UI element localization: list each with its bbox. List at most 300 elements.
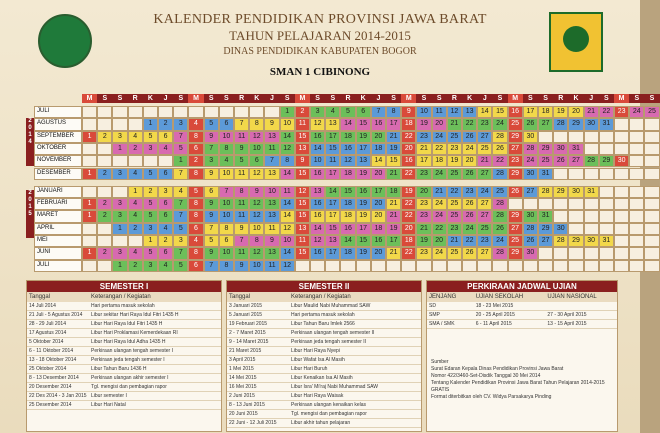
day-header: J [584, 94, 599, 103]
day-cell: 5 [143, 198, 158, 210]
day-cell: 12 [280, 143, 295, 155]
day-cell: 12 [249, 131, 264, 143]
day-cell: 25 [508, 235, 523, 247]
day-cell: 14 [280, 210, 295, 222]
month-label: SEPTEMBER [34, 131, 82, 143]
day-cell: 29 [599, 155, 614, 167]
table-cell: 25 Oktober 2014 [29, 366, 67, 372]
day-cell: 1 [128, 186, 143, 198]
day-cell: 27 [538, 118, 553, 130]
day-cell: 18 [340, 131, 355, 143]
day-cell: 1 [143, 118, 158, 130]
day-cell: 7 [173, 210, 188, 222]
day-cell: 10 [249, 260, 264, 272]
day-cell: 17 [325, 198, 340, 210]
table-cell: Tgl. mengisi dan pembagian rapor [291, 411, 367, 417]
day-cell: 8 [219, 260, 234, 272]
day-cell [568, 247, 583, 259]
day-cell: 22 [462, 235, 477, 247]
day-cell: 10 [280, 235, 295, 247]
semester2-header: Tanggal Keterangan / Kegiatan [227, 292, 421, 302]
day-cell: 17 [523, 106, 538, 118]
day-cell: 10 [249, 143, 264, 155]
day-cell: 17 [386, 235, 401, 247]
day-cell: 18 [340, 198, 355, 210]
table-row [27, 338, 221, 347]
day-cell: 15 [492, 106, 507, 118]
day-cell: 22 [492, 155, 507, 167]
table-row [227, 401, 421, 410]
day-cell: 16 [508, 106, 523, 118]
table-cell: SMP [429, 312, 440, 318]
day-cell: 13 [462, 106, 477, 118]
table-cell: 21 Juli - 5 Agustus 2014 [29, 312, 83, 318]
day-cell: 21 [432, 186, 447, 198]
day-cell: 24 [492, 235, 507, 247]
page-subtitle: TAHUN PELAJARAN 2014-2015 [229, 28, 411, 43]
day-cell: 15 [295, 168, 310, 180]
day-header: S [280, 94, 295, 103]
day-cell: 12 [310, 118, 325, 130]
table-row [227, 311, 421, 320]
day-cell: 3 [143, 143, 158, 155]
day-cell [249, 106, 264, 118]
day-cell: 26 [462, 131, 477, 143]
day-cell: 24 [477, 186, 492, 198]
day-cell: 8 [249, 118, 264, 130]
day-cell [188, 106, 203, 118]
day-cell: 4 [219, 155, 234, 167]
day-cell: 10 [249, 223, 264, 235]
day-cell [82, 235, 97, 247]
day-cell: 4 [158, 143, 173, 155]
day-cell: 14 [310, 223, 325, 235]
month-label: MARET [34, 210, 82, 222]
day-cell: 13 [325, 118, 340, 130]
day-cell [371, 260, 386, 272]
day-cell [553, 247, 568, 259]
day-cell [340, 260, 355, 272]
day-cell: 3 [112, 168, 127, 180]
day-cell: 18 [340, 168, 355, 180]
day-cell [82, 155, 97, 167]
table-row [27, 401, 221, 410]
table-cell: Libur sekitar Hari Raya Idul Fitri 1435 H [91, 312, 179, 318]
day-cell [234, 106, 249, 118]
day-header: S [432, 94, 447, 103]
table-cell: 20 - 25 April 2015 [475, 312, 515, 318]
day-cell: 8 [188, 168, 203, 180]
day-header: S [629, 94, 644, 103]
year-label: 2 0 1 4 [26, 118, 34, 166]
table-cell [545, 302, 617, 310]
day-cell: 3 [173, 235, 188, 247]
day-cell: 8 [188, 131, 203, 143]
day-cell [143, 106, 158, 118]
day-cell: 6 [249, 155, 264, 167]
day-cell: 18 [371, 223, 386, 235]
table-row [227, 329, 421, 338]
day-cell: 18 [432, 155, 447, 167]
table-cell: Hari pertama masuk sekolah [291, 312, 355, 318]
day-cell [553, 260, 568, 272]
day-cell: 14 [280, 168, 295, 180]
day-cell: 12 [249, 168, 264, 180]
table-row [227, 365, 421, 374]
day-cell: 23 [462, 186, 477, 198]
day-cell [644, 118, 659, 130]
day-cell [219, 106, 234, 118]
day-cell: 24 [432, 210, 447, 222]
table-row [27, 311, 221, 320]
day-cell: 19 [356, 247, 371, 259]
day-cell: 25 [447, 210, 462, 222]
day-cell: 15 [325, 143, 340, 155]
day-cell: 12 [249, 247, 264, 259]
day-cell [568, 223, 583, 235]
day-cell: 15 [325, 223, 340, 235]
day-cell: 3 [143, 223, 158, 235]
table-cell: Libur akhir tahun pelajaran [291, 420, 351, 426]
day-cell: 11 [234, 131, 249, 143]
day-cell: 5 [340, 106, 355, 118]
day-cell: 15 [340, 186, 355, 198]
day-cell [568, 260, 583, 272]
day-cell [82, 260, 97, 272]
table-row [227, 374, 421, 383]
day-cell: 27 [568, 155, 583, 167]
day-cell [584, 210, 599, 222]
day-cell: 8 [219, 143, 234, 155]
day-header: S [538, 94, 553, 103]
day-cell: 13 [264, 198, 279, 210]
exam-table [426, 280, 618, 432]
day-cell: 8 [234, 186, 249, 198]
day-cell [97, 235, 112, 247]
day-cell [112, 118, 127, 130]
day-cell: 27 [508, 223, 523, 235]
day-cell: 10 [416, 106, 431, 118]
table-row [427, 320, 617, 329]
day-cell: 14 [371, 155, 386, 167]
table-row [227, 419, 421, 428]
day-cell: 18 [401, 118, 416, 130]
day-cell: 6 [158, 210, 173, 222]
exam-note: GRATIS [431, 387, 450, 393]
table-cell: Tgl. mengisi dan pembagian rapor [91, 384, 167, 390]
day-cell: 11 [264, 223, 279, 235]
day-cell: 23 [447, 143, 462, 155]
day-cell: 19 [416, 235, 431, 247]
day-cell: 5 [234, 155, 249, 167]
day-cell: 16 [356, 186, 371, 198]
header [0, 0, 640, 80]
day-cell [599, 223, 614, 235]
day-cell: 15 [295, 210, 310, 222]
day-cell: 7 [234, 235, 249, 247]
month-label: DESEMBER [34, 168, 82, 180]
day-cell: 5 [173, 260, 188, 272]
day-cell [386, 260, 401, 272]
day-cell: 9 [264, 235, 279, 247]
day-cell: 21 [386, 131, 401, 143]
table-cell: 1 Mei 2015 [229, 366, 254, 372]
day-cell: 16 [340, 223, 355, 235]
day-cell [97, 155, 112, 167]
day-cell [128, 235, 143, 247]
table-cell: 20 Desember 2014 [29, 384, 72, 390]
day-cell: 7 [234, 118, 249, 130]
day-cell: 23 [477, 235, 492, 247]
day-header: S [219, 94, 234, 103]
day-cell: 26 [462, 198, 477, 210]
day-cell: 12 [447, 106, 462, 118]
day-cell: 1 [112, 143, 127, 155]
day-cell: 21 [386, 247, 401, 259]
day-cell: 26 [492, 223, 507, 235]
day-cell [599, 131, 614, 143]
day-cell: 19 [416, 118, 431, 130]
table-cell: 9 - 14 Maret 2015 [229, 339, 269, 345]
day-cell: 26 [462, 210, 477, 222]
day-cell [568, 198, 583, 210]
day-header: S [325, 94, 340, 103]
day-cell: 30 [614, 155, 629, 167]
day-cell: 6 [356, 106, 371, 118]
day-cell: 21 [386, 198, 401, 210]
day-cell [508, 198, 523, 210]
day-cell: 22 [599, 106, 614, 118]
day-cell: 28 [492, 131, 507, 143]
table-cell: 27 - 30 April 2015 [547, 312, 587, 318]
day-cell [523, 198, 538, 210]
semester1-header: Tanggal Keterangan / Kegiatan [27, 292, 221, 302]
day-cell: 23 [416, 247, 431, 259]
day-cell [584, 168, 599, 180]
day-cell: 9 [234, 260, 249, 272]
day-cell [584, 223, 599, 235]
day-cell: 1 [82, 210, 97, 222]
day-cell: 9 [204, 131, 219, 143]
day-cell: 28 [523, 143, 538, 155]
day-cell [584, 198, 599, 210]
day-cell: 18 [386, 186, 401, 198]
day-cell: 18 [538, 106, 553, 118]
day-cell: 22 [401, 210, 416, 222]
day-cell: 5 [204, 235, 219, 247]
day-cell: 4 [188, 235, 203, 247]
day-cell: 16 [401, 155, 416, 167]
day-cell: 18 [371, 143, 386, 155]
day-cell: 13 [264, 247, 279, 259]
day-cell: 26 [462, 247, 477, 259]
day-cell: 9 [234, 143, 249, 155]
table-cell: Libur Kenaikan Isa Al Masih [291, 375, 353, 381]
day-cell [568, 210, 583, 222]
table-row [227, 392, 421, 401]
day-cell [128, 155, 143, 167]
day-cell: 2 [97, 131, 112, 143]
day-cell: 27 [477, 247, 492, 259]
day-cell: 27 [538, 235, 553, 247]
day-cell [538, 247, 553, 259]
day-cell: 7 [204, 143, 219, 155]
day-cell [82, 223, 97, 235]
day-cell: 4 [188, 118, 203, 130]
day-cell: 24 [432, 198, 447, 210]
month-label: FEBRUARI [34, 198, 82, 210]
exam-title: PERKIRAAN JADWAL UJIAN [427, 281, 617, 292]
day-cell: 28 [553, 118, 568, 130]
day-cell: 13 [310, 186, 325, 198]
day-cell: 12 [340, 155, 355, 167]
day-cell: 11 [280, 186, 295, 198]
day-cell [356, 260, 371, 272]
day-cell [614, 186, 629, 198]
day-cell: 26 [523, 235, 538, 247]
day-cell [447, 260, 462, 272]
day-cell: 29 [568, 118, 583, 130]
day-cell: 11 [264, 260, 279, 272]
day-cell: 19 [356, 131, 371, 143]
day-cell: 9 [249, 186, 264, 198]
day-header: S [310, 94, 325, 103]
day-header: K [462, 94, 477, 103]
day-cell: 2 [128, 143, 143, 155]
day-cell: 28 [492, 247, 507, 259]
day-cell [644, 131, 659, 143]
day-cell: 17 [371, 186, 386, 198]
table-cell: Libur Hari Raya Waisak [291, 393, 344, 399]
day-cell: 12 [310, 235, 325, 247]
day-cell [629, 131, 644, 143]
day-cell: 30 [584, 235, 599, 247]
day-cell [204, 106, 219, 118]
day-cell: 15 [295, 131, 310, 143]
day-cell: 1 [82, 131, 97, 143]
day-cell: 8 [249, 235, 264, 247]
day-cell: 31 [599, 235, 614, 247]
day-cell [614, 260, 629, 272]
day-cell: 8 [386, 106, 401, 118]
day-cell: 17 [325, 168, 340, 180]
table-cell: 28 - 29 Juli 2014 [29, 321, 66, 327]
day-cell: 7 [173, 198, 188, 210]
day-cell: 23 [416, 210, 431, 222]
day-cell: 27 [477, 198, 492, 210]
day-cell: 10 [310, 155, 325, 167]
table-row [227, 356, 421, 365]
day-cell [629, 198, 644, 210]
day-cell: 25 [447, 168, 462, 180]
day-cell: 4 [128, 247, 143, 259]
day-cell: 21 [447, 118, 462, 130]
day-cell: 21 [416, 143, 431, 155]
day-cell: 20 [371, 168, 386, 180]
table-cell: 6 - 11 April 2015 [475, 321, 512, 327]
day-cell [614, 210, 629, 222]
day-cell: 24 [462, 223, 477, 235]
day-cell: 1 [173, 155, 188, 167]
day-header: K [356, 94, 371, 103]
day-cell: 1 [112, 260, 127, 272]
day-cell: 13 [264, 168, 279, 180]
table-cell: Libur Hari Raya Idul Fitri 1435 H [91, 321, 163, 327]
school-name: SMAN 1 CIBINONG [269, 66, 371, 78]
day-cell: 2 [295, 106, 310, 118]
table-cell: 14 Mei 2015 [229, 375, 257, 381]
day-header: S [386, 94, 401, 103]
day-cell: 3 [158, 186, 173, 198]
day-cell: 30 [584, 118, 599, 130]
table-cell: Perkiraan ulangan tengah semester I [91, 348, 173, 354]
day-cell: 24 [432, 131, 447, 143]
day-cell: 25 [447, 131, 462, 143]
day-header: M [614, 94, 629, 103]
day-cell: 12 [280, 223, 295, 235]
day-cell: 25 [477, 223, 492, 235]
day-cell: 30 [523, 168, 538, 180]
day-cell: 24 [432, 247, 447, 259]
day-cell: 22 [432, 223, 447, 235]
day-cell: 15 [295, 247, 310, 259]
day-cell [599, 247, 614, 259]
day-cell [264, 106, 279, 118]
day-cell: 30 [523, 131, 538, 143]
day-cell: 14 [280, 198, 295, 210]
day-cell: 10 [280, 118, 295, 130]
day-cell [644, 210, 659, 222]
day-cell: 19 [356, 198, 371, 210]
day-cell [629, 168, 644, 180]
table-cell: 13 - 18 Oktober 2014 [29, 357, 77, 363]
table-cell: Libur Maulid Nabi Muhammad SAW [291, 303, 371, 309]
day-cell: 4 [158, 223, 173, 235]
day-cell: 20 [371, 247, 386, 259]
day-cell: 9 [264, 118, 279, 130]
day-cell [629, 186, 644, 198]
month-label: AGUSTUS [34, 118, 82, 130]
exam-note: Sumber [431, 359, 449, 365]
day-cell [584, 247, 599, 259]
day-cell: 31 [568, 143, 583, 155]
day-cell: 28 [538, 186, 553, 198]
day-cell [614, 247, 629, 259]
day-cell: 28 [492, 198, 507, 210]
day-cell: 29 [553, 186, 568, 198]
table-cell: Libur Hari Natal [91, 402, 126, 408]
day-cell: 19 [386, 143, 401, 155]
day-cell: 26 [492, 143, 507, 155]
day-cell [553, 198, 568, 210]
day-cell: 4 [128, 168, 143, 180]
day-cell: 21 [584, 106, 599, 118]
table-row [27, 329, 221, 338]
table-cell: Libur semester I [91, 393, 127, 399]
table-row [227, 302, 421, 311]
table-cell: 2 - 7 Maret 2015 [229, 330, 266, 336]
day-cell: 3 [112, 198, 127, 210]
month-label: JUNI [34, 247, 82, 259]
day-cell [553, 131, 568, 143]
day-cell: 23 [447, 223, 462, 235]
exam-note: Surat Edaran Kepala Dinas Pendidikan Provinsi Jawa Barat [431, 366, 564, 372]
day-cell: 2 [188, 155, 203, 167]
table-cell: 3 April 2015 [229, 357, 256, 363]
day-cell [462, 260, 477, 272]
day-cell: 1 [82, 198, 97, 210]
day-header: K [143, 94, 158, 103]
